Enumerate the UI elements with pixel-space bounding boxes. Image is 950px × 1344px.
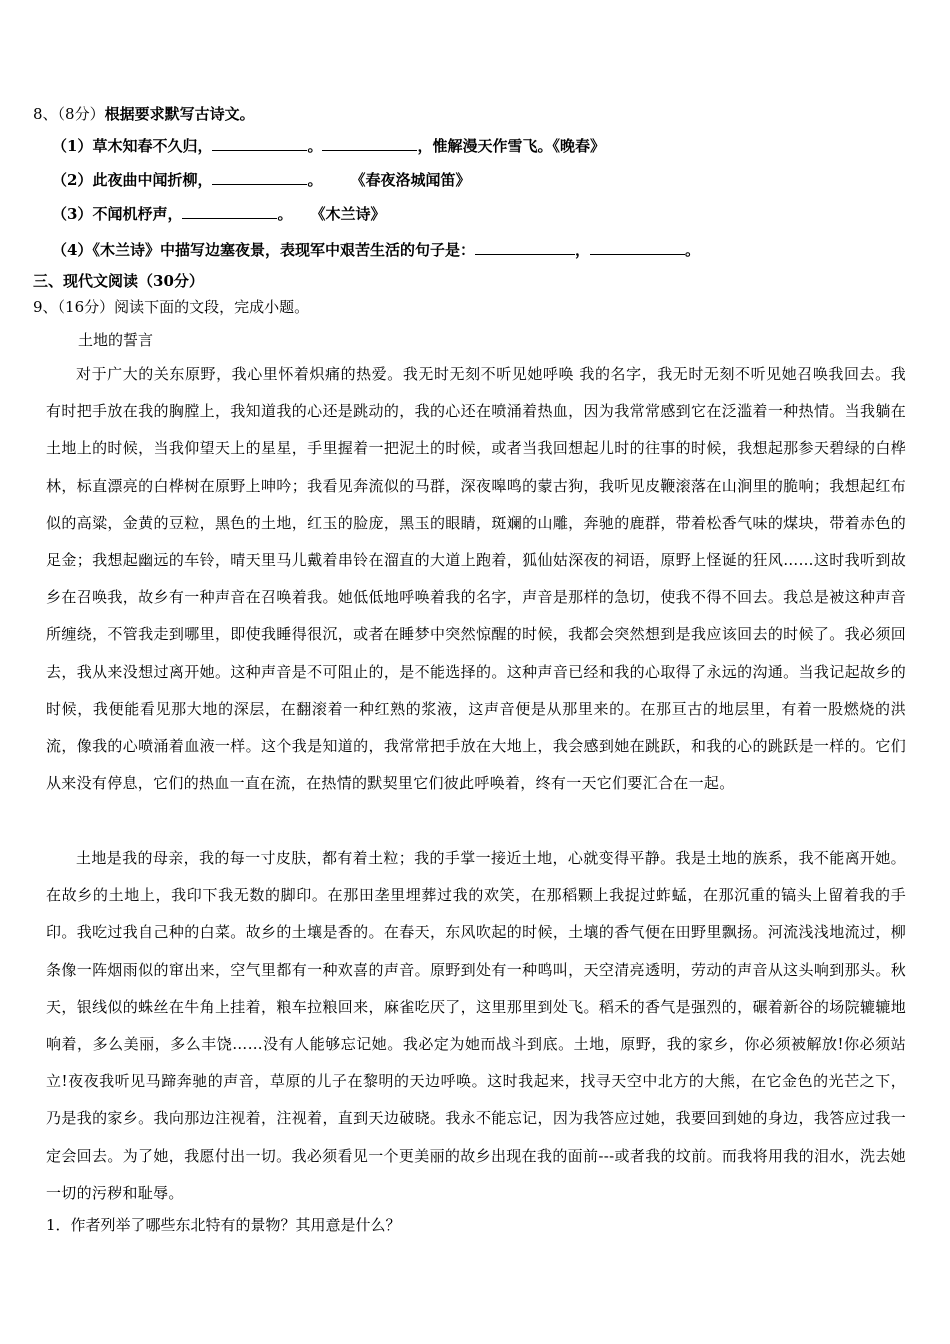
answer-blank[interactable] <box>182 204 277 219</box>
answer-blank[interactable] <box>212 170 307 185</box>
q8-item-text: 此夜曲中闻折柳， <box>92 171 213 189</box>
q8-number: 8、 <box>33 105 58 123</box>
q8-item-punct: ， <box>574 241 590 259</box>
q8-item-text: 不闻机杼声， <box>92 205 183 223</box>
q8-item-label: （1） <box>52 137 93 155</box>
q8-item-text: ，惟解漫天作雪飞。《晚春》 <box>417 137 605 155</box>
q8-item-1 <box>52 136 605 156</box>
q9-instruction: 阅读下面的文段，完成小题。 <box>114 298 310 316</box>
q8-item-3 <box>52 204 385 224</box>
q8-item-text: 《木兰诗》中描写边塞夜景，表现军中艰苦生活的句子是： <box>92 241 475 259</box>
q8-item-punct: 。 <box>277 205 293 223</box>
q8-item-2 <box>52 170 470 190</box>
q8-header <box>33 104 255 124</box>
answer-blank[interactable] <box>590 240 685 255</box>
q8-item-punct: 。 <box>307 137 323 155</box>
q8-item-label: （2） <box>52 171 93 189</box>
answer-blank[interactable] <box>475 240 575 255</box>
q8-item-source: 《春夜洛城闻笛》 <box>350 171 471 189</box>
answer-blank[interactable] <box>322 136 417 151</box>
passage-title: 土地的誓言 <box>78 331 154 349</box>
passage-paragraph-1: 对于广大的关东原野，我心里怀着炽痛的热爱。我无时无刻不听见她呼唤 我的名字，我无时无刻不听见她召唤我回去。我有时把手放在我的胸膛上，我知道我的心还是跳动的，我的心还在喷涌着热血，因为我常常感到它在泛滥着一种热情。当我躺在土地上的时候，当我仰望天上的星星，手里握着一把泥土的时候，或者当我回想起儿时的往事的时候，我想起那参天碧绿的白桦林，标直漂亮的白桦树在原野上呻吟；我看见奔流似的马群，深夜嗥鸣的蒙古狗，我听见皮鞭滚落在山涧里的脆响；我想起红布似的高粱，金黄的豆粒，黑色的土地，红玉的脸庞，黑玉的眼睛，斑斓的山雕，奔驰的鹿群，带着松香气味的煤块，带着赤色的足金；我想起幽远的车铃，晴天里马儿戴着串铃在溜直的大道上跑着，狐仙姑深夜的祠语，原野上怪诞的狂风……这时我听到故乡在召唤我，故乡有一种声音在召唤着我。她低低地呼唤着我的名字，声音是那样的急切，使我不得不回去。我总是被这种声音所缠绕，不管我走到哪里，即使我睡得很沉，或者在睡梦中突然惊醒的时候，我都会突然想到是我应该回去的时候了。我必须回去，我从来没想过离开她。这种声音是不可阻止的，是不能选择的。这种声音已经和我的心取得了永远的沟通。当我记起故乡的时候，我便能看见那大地的深层，在翻滚着一种红熟的浆液，这声音便是从那里来的。在那亘古的地层里，有着一股燃烧的洪流，像我的心喷涌着血液一样。这个我是知道的，我常常把手放在大地上，我会感到她在跳跃，和我的心的跳跃是一样的。它们从来没有停息，它们的热血一直在流，在热情的默契里它们彼此呼唤着，终有一天它们要汇合在一起。 <box>46 365 906 793</box>
section-title: 三、现代文阅读（30分） <box>33 272 204 290</box>
q8-item-label: （4） <box>52 241 93 259</box>
q8-item-label: （3） <box>52 205 93 223</box>
q9-number: 9、 <box>33 298 58 316</box>
q8-score: （8分） <box>57 105 105 123</box>
q8-item-punct: 。 <box>307 171 323 189</box>
q9-score: （16分） <box>57 298 115 316</box>
q9-header <box>33 297 309 317</box>
q8-instruction: 根据要求默写古诗文。 <box>104 105 255 123</box>
q8-item-text: 草木知春不久归， <box>92 137 213 155</box>
sub-question: 1．作者列举了哪些东北特有的景物？其用意是什么？ <box>46 1216 401 1234</box>
q8-item-punct: 。 <box>684 241 700 259</box>
answer-blank[interactable] <box>212 136 307 151</box>
passage-paragraph-2: 土地是我的母亲，我的每一寸皮肤，都有着土粒；我的手掌一接近土地，心就变得平静。我是土地的族系，我不能离开她。在故乡的土地上，我印下我无数的脚印。在那田垄里埋葬过我的欢笑，在那稻颗上我捉过蚱蜢，在那沉重的镐头上留着我的手印。我吃过我自己种的白菜。故乡的土壤是香的。在春天，东风吹起的时候，土壤的香气便在田野里飘扬。河流浅浅地流过，柳条像一阵烟雨似的窜出来，空气里都有一种欢喜的声音。原野到处有一种鸣叫，天空清亮透明，劳动的声音从这头响到那头。秋天，银线似的蛛丝在牛角上挂着，粮车拉粮回来，麻雀吃厌了，这里那里到处飞。稻禾的香气是强烈的，碾着新谷的场院辘辘地响着，多么美丽，多么丰饶……没有人能够忘记她。我必定为她而战斗到底。土地，原野，我的家乡，你必须被解放!你必须站立!夜夜我听见马蹄奔驰的声音，草原的儿子在黎明的天边呼唤。这时我起来，找寻天空中北方的大熊，在它金色的光芒之下，乃是我的家乡。我向那边注视着，注视着，直到天边破晓。我永不能忘记，因为我答应过她，我要回到她的身边，我答应过我一定会回去。为了她，我愿付出一切。我必须看见一个更美丽的故乡出现在我的面前---或者我的坟前。而我将用我的泪水，洗去她一切的污秽和耻辱。 <box>46 849 906 1202</box>
q8-item-source: 《木兰诗》 <box>310 205 386 223</box>
q8-item-4 <box>52 240 700 260</box>
